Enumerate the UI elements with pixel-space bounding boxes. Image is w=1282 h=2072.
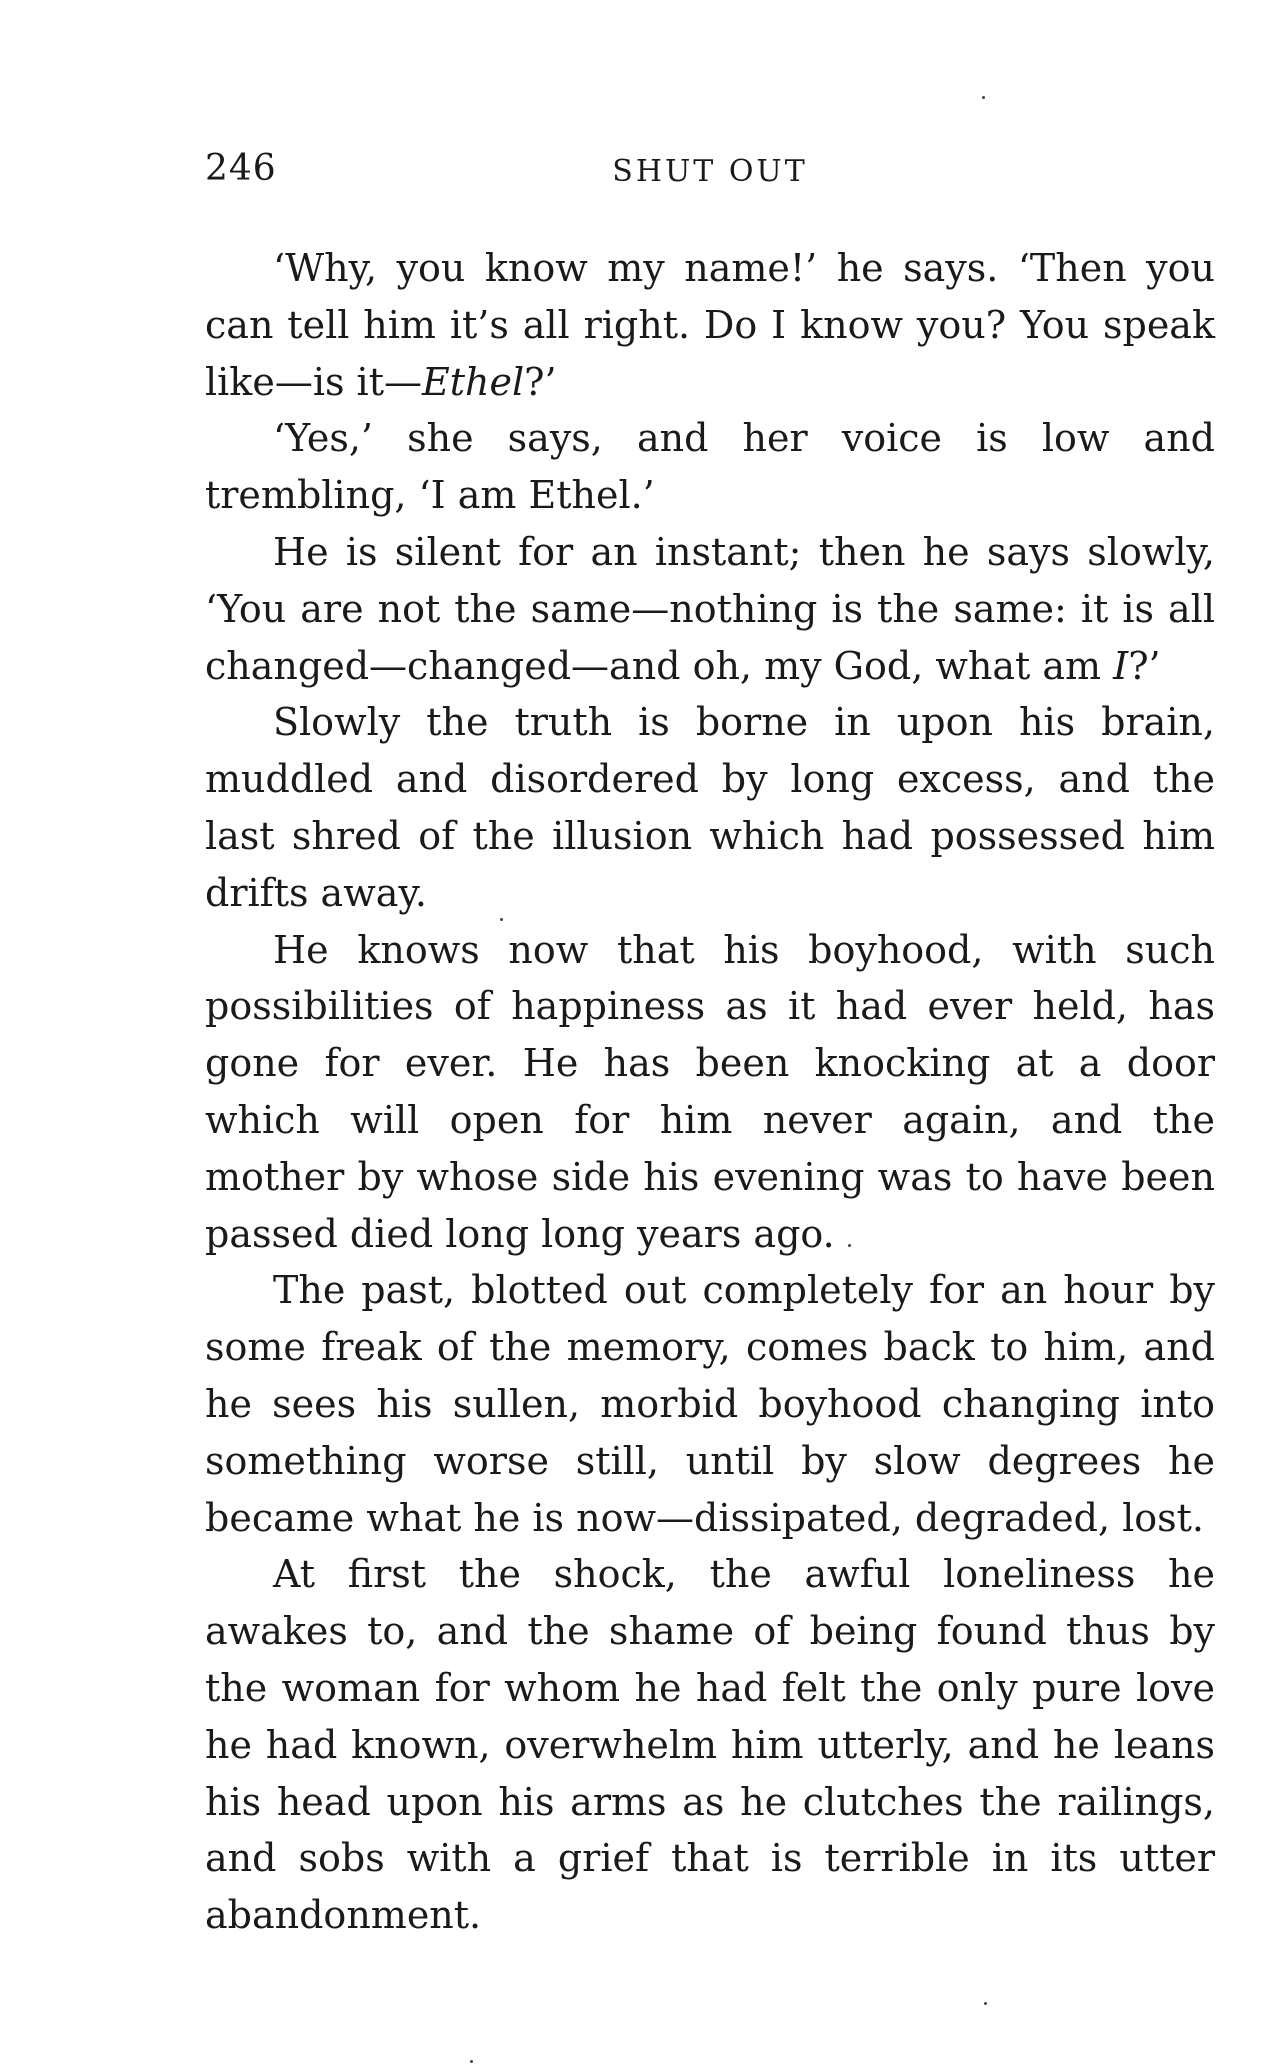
paragraph: ‘Yes,’ she says, and her voice is low and trembling, ‘I am Ethel.’ <box>205 416 1215 518</box>
paragraph <box>205 524 1215 694</box>
paragraph: At first the shock, the awful loneliness he awakes to, and the shame of being found thus by the woman for whom he had felt the only pure love he had known, overwhelm him utterly, and he leans his head upon his arms as he clutches the railings, and sobs with a grief that is terrible in its utter abandonment. <box>205 1552 1215 1938</box>
paragraph-text: ‘Why, you know my name!’ he says. ‘Then you can tell him it’s all right. Do I know you? You speak like—is it— <box>205 246 1215 404</box>
emphasized-name: Ethel <box>421 359 525 404</box>
paragraph <box>205 240 1215 410</box>
paragraph-text: He is silent for an instant; then he says slowly, ‘You are not the same—nothing is the same: it is all changed—changed—and oh, my God, what am <box>205 529 1215 688</box>
running-head <box>205 148 1215 198</box>
paragraph: The past, blotted out completely for an hour by some freak of the memory, comes back to him, and he sees his sullen, morbid boyhood changing into something worse still, until by slow degrees he became what he is now—dissipated, degraded, lost. <box>205 1268 1215 1540</box>
emphasized-pronoun: I <box>1113 643 1129 688</box>
paragraph-text: ?’ <box>524 359 557 404</box>
paragraph: Slowly the truth is borne in upon his brain, muddled and disordered by long excess, and the last shred of the illusion which had possessed him drifts away. <box>205 700 1215 915</box>
ink-speck <box>984 2002 987 2005</box>
running-title: SHUT OUT <box>612 154 808 189</box>
paragraph-text: ?’ <box>1128 643 1161 688</box>
ink-speck <box>982 96 985 99</box>
ink-speck <box>470 2060 473 2063</box>
page-number: 246 <box>205 148 277 189</box>
paragraph: He knows now that his boyhood, with such possibilities of happiness as it had ever held, has gone for ever. He has been knocking at a door which will open for him never again, and the mother by whose side his evening was to have been passed died long long years ago. <box>205 927 1215 1256</box>
body-text <box>205 240 1215 1944</box>
